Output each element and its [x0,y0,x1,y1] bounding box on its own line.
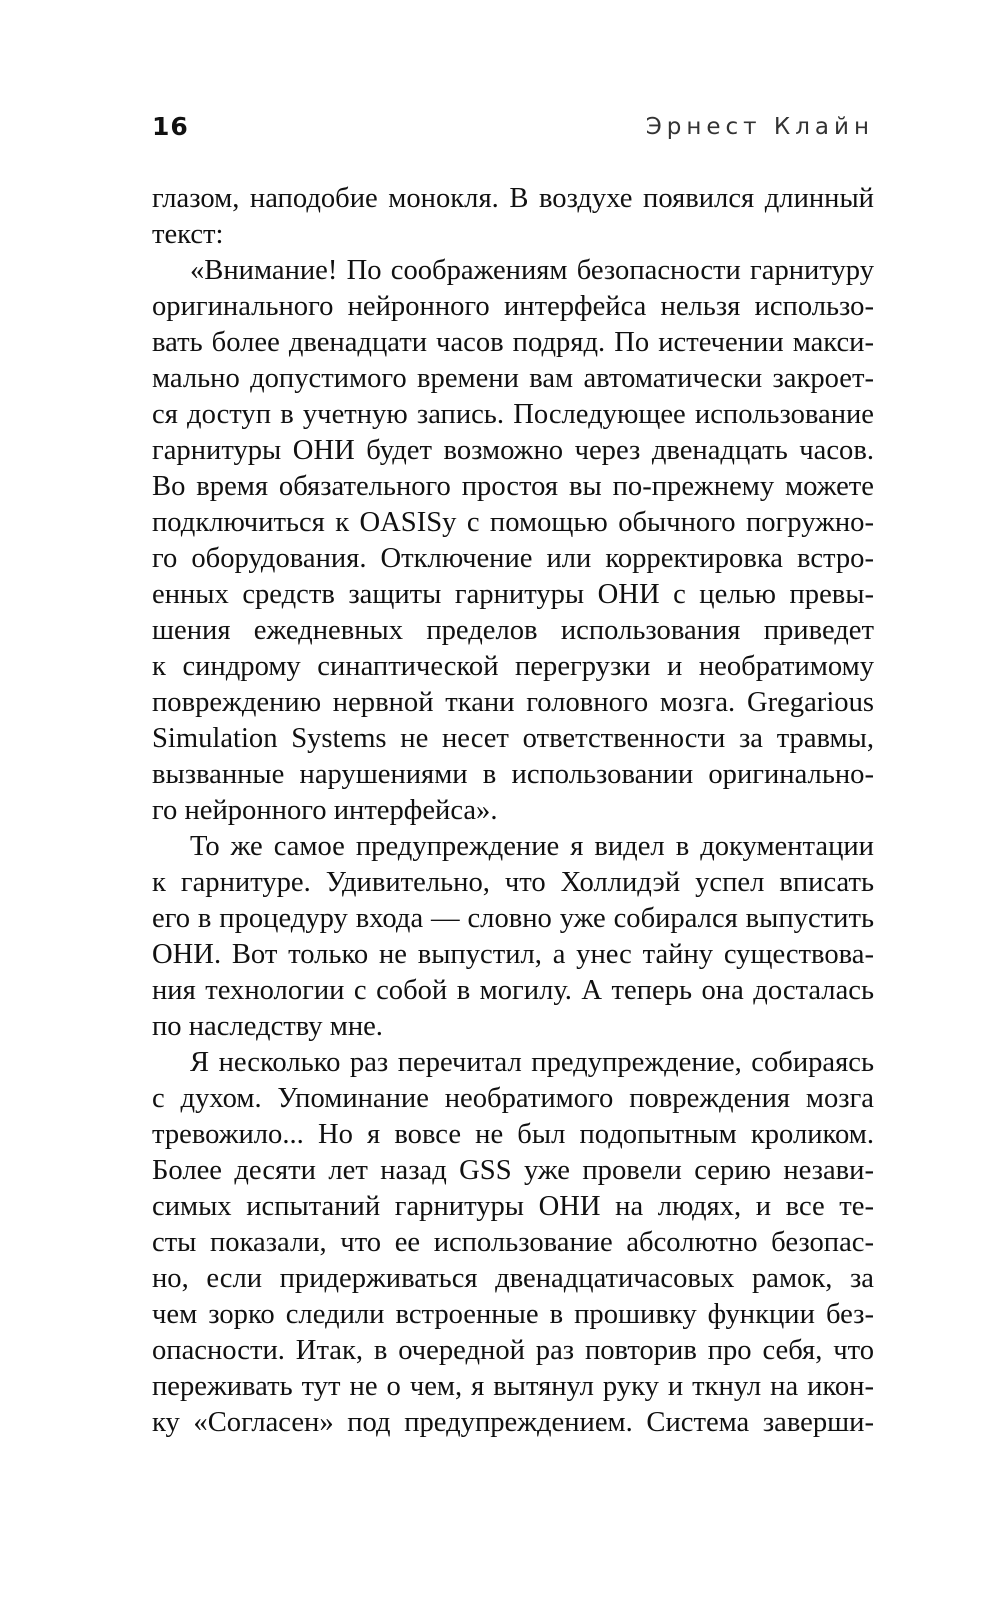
text-line: ния технологии с собой в могилу. А теперь она досталась [152,975,874,1006]
text-line: текст: [152,219,224,250]
text-line: повреждению нервной ткани головного мозга. Gregarious [152,687,874,718]
text-line: тревожило... Но я вовсе не был подопытным кроликом. [152,1119,874,1150]
paragraph-first-line: «Внимание! По соображениям безопасности гарнитуру [190,255,874,286]
text-line: с духом. Упоминание необратимого повреждения мозга [152,1083,874,1114]
text-line: но, если придерживаться двенадцатичасовых рамок, за [152,1263,874,1294]
text-line: шения ежедневных пределов использования приведет [152,615,874,646]
text-line: Во время обязательного простоя вы по-прежнему можете [152,471,874,502]
text-line: Более десяти лет назад GSS уже провели серию незави- [152,1155,874,1186]
paragraph-first-line: То же самое предупреждение я видел в документации [190,831,874,862]
text-line: енных средств защиты гарнитуры ОНИ с целью превы- [152,579,874,610]
text-line: по наследству мне. [152,1011,383,1042]
text-line: ОНИ. Вот только не выпустил, а унес тайну существова- [152,939,874,970]
running-head [152,112,874,152]
text-line: го нейронного интерфейса». [152,795,498,826]
text-line: переживать тут не о чем, я вытянул руку и ткнул на икон- [152,1371,874,1402]
text-line: ку «Согласен» под предупреждением. Система заверши- [152,1407,874,1438]
text-line: мально допустимого времени вам автоматически закроет- [152,363,874,394]
text-line: гарнитуры ОНИ будет возможно через двенадцать часов. [152,435,874,466]
text-line: симых испытаний гарнитуры ОНИ на людях, и все те- [152,1191,874,1222]
text-line: ся доступ в учетную запись. Последующее использование [152,399,874,430]
text-line: вать более двенадцати часов подряд. По истечении макси- [152,327,874,358]
text-line: его в процедуру входа — словно уже собирался выпустить [152,903,874,934]
body-text [152,181,874,1441]
text-line: к синдрому синаптической перегрузки и необратимому [152,651,874,682]
text-line: вызванные нарушениями в использовании оригинально- [152,759,874,790]
text-line: Simulation Systems не несет ответственности за травмы, [152,723,874,754]
text-line: сты показали, что ее использование абсолютно безопас- [152,1227,874,1258]
paragraph-first-line: Я несколько раз перечитал предупреждение, собираясь [190,1047,874,1078]
text-line: го оборудования. Отключение или корректировка встро- [152,543,874,574]
text-line: подключиться к OASISу с помощью обычного погружно- [152,507,874,538]
text-line: опасности. Итак, в очередной раз повторив про себя, что [152,1335,874,1366]
author-name: Эрнест Клайн [645,114,874,140]
page-number: 16 [152,112,189,141]
text-line: к гарнитуре. Удивительно, что Холлидэй успел вписать [152,867,874,898]
text-line: чем зорко следили встроенные в прошивку функции без- [152,1299,874,1330]
text-line: оригинального нейронного интерфейса нельзя использо- [152,291,874,322]
text-line: глазом, наподобие монокля. В воздухе появился длинный [152,183,874,214]
